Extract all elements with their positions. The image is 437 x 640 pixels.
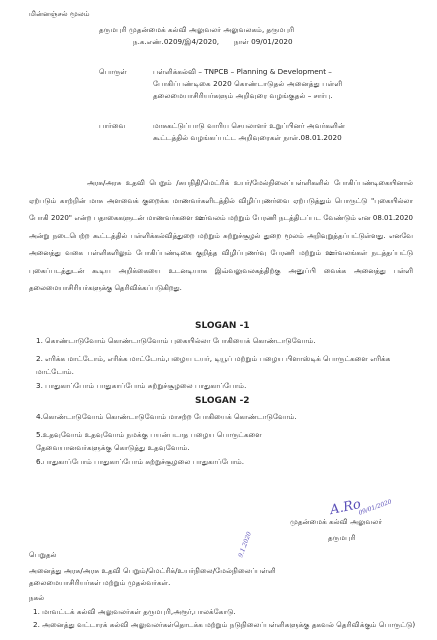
signature-date: 09/01/2020 (357, 498, 393, 517)
slogan-item: 6.பாதுகாப்போம் பாதுகாப்போம் சுற்றுச்சூழலை பாதுகாப்போம். (36, 457, 245, 466)
copy-item: 1. மாவட்டக் கல்வி அலுவலர்கள் தருமபுரி,அரூர்,பாலக்கோடு. (33, 607, 236, 616)
signatory-place: தருமபுரி (328, 533, 356, 542)
subject-line: தலைமையாசிரியர்களும் அறிவுரை வழங்குதல் – சார்பு. (153, 91, 333, 100)
letter-date: நாள் 09/01/2020 (234, 37, 293, 46)
email-source-note: மின்னஞ்சல் மூலம் (29, 9, 90, 18)
subject-label: பொருள் (99, 67, 127, 76)
slogan-item: 3. பாதுகாப்போம் பாதுகாப்போம் சுற்றுச்சூழலை பாதுகாப்போம். (36, 381, 247, 390)
reference-label: பார்வை (99, 121, 126, 130)
recipients-line: அனைத்து அரசு/அரசு உதவி பெறும்/மெட்ரிக்/உயர்நிலை/மேல்நிலைப்பள்ளி (29, 566, 276, 575)
copy-label: நகல் (29, 593, 45, 602)
copy-item: 2. அனைத்து வட்டாரக் கல்வி அலுவலர்கள்தொடக்க மற்றும் நடுநிலைப்பள்ளிகளுக்கு தகவல் தெரிவிக்கும் பொருட்டு) (33, 620, 416, 629)
reference-number: ந.க.எண்.0209/இ4/2020, (133, 37, 220, 46)
slogan-item: 4.கொண்டாடுவோம் கொண்டாடுவோம் மாசற்ற போகியைக் கொண்டாடுவோம். (36, 412, 297, 421)
reference-line: கூட்டத்தில் வழங்கப்பட்ட அறிவுரைகள் நாள்.08.01.2020 (153, 133, 342, 142)
body-paragraph: அரசு/அரசு உதவி பெறும் /சுயநிதி/மெட்ரிக் உயர்/மேல்நிலைப்பள்ளிகளில் போகிப்பண்டிகையினால் ஏற்படும் காற்றின் மாசு அளவைக் குறைக்க மாணவர்களிடத்தில் விழிப்புணர்வை ஏற்படுத்தும் பொருட்டு "புகையில்லா போகி 2020" என்ற பதாகைகளுடன் மாணவர்களை ஊர்வலம் மற்றும் பேரணி நடத்திடப்பட வேண்டும் என 08.01.2020 அன்று நடைபெற்ற கூட்டத்தில் பள்ளிக்கல்வித்துறை மற்றும் சுற்றுச்சூழல் துறை மூலம் அறிவுறுத்தப்பட்டுள்ளது. எனவே அனைத்து வகை பள்ளிகளிலும் போகிப்பண்டிகை குறித்த விழிப்புணர்வு பேரணி மற்றும் ஊர்வலங்கள் நடத்தப்பட்டு புகைப்படத்துடன் கூடிய அறிக்கையை உடனடியாக இவ்வலுவலகத்திற்கு அனுப்பி வைக்க அனைத்து பள்ளி தலைமையாசிரியர்களுக்கு தெரிவிக்கப்படுகிறது. (29, 179, 413, 292)
slogan-2-title: SLOGAN -2 (195, 396, 250, 406)
subject-line: பள்ளிக்கல்வி – TNPCB – Planning & Development – (153, 67, 332, 76)
initial-note: 9.1.2020 (237, 530, 253, 559)
signatory-title: முதன்மைக் கல்வி அலுவலர் (290, 517, 383, 526)
recipients-line: தலைமையாசிரியர்கள் மற்றும் முதல்வர்கள். (29, 578, 171, 587)
office-name: தருமபுரி முதன்மைக் கல்வி அலுவலர் அலுவலகம், தருமபுரி (99, 25, 295, 34)
reference-line: மாசுகட்டுப்பாடு வாரிய செயலாளர் உறுப்பினர் அவர்களின் (153, 121, 345, 130)
signature: A.Ro (328, 496, 363, 519)
slogan-1-title: SLOGAN -1 (195, 321, 250, 331)
slogan-item: 5.உதவுவோம் உதவுவோம் நமக்கு பயன்படாத பழைய பொருட்களை தேவையானவர்களுக்கு கொடுத்து உதவுவோம். (36, 430, 262, 452)
recipients-label: பெறுதல் (29, 550, 57, 559)
slogan-item: 2. எரிக்க மாட்டோம், எரிக்க மாட்டோம்,பழைய டயர், டியூப் மற்றும் பழைய பிளாஸ்டிக் பொருட்களை எரிக்க மாட்டோம். (36, 354, 391, 376)
slogan-item: 1. கொண்டாடுவோம் கொண்டாடுவோம் புகையில்லா போகியைக் கொண்டாடுவோம். (36, 336, 316, 345)
subject-line: போகிப்பண்டிகை 2020 கொண்டாடுதல் அனைத்து பள்ளி (153, 79, 343, 88)
